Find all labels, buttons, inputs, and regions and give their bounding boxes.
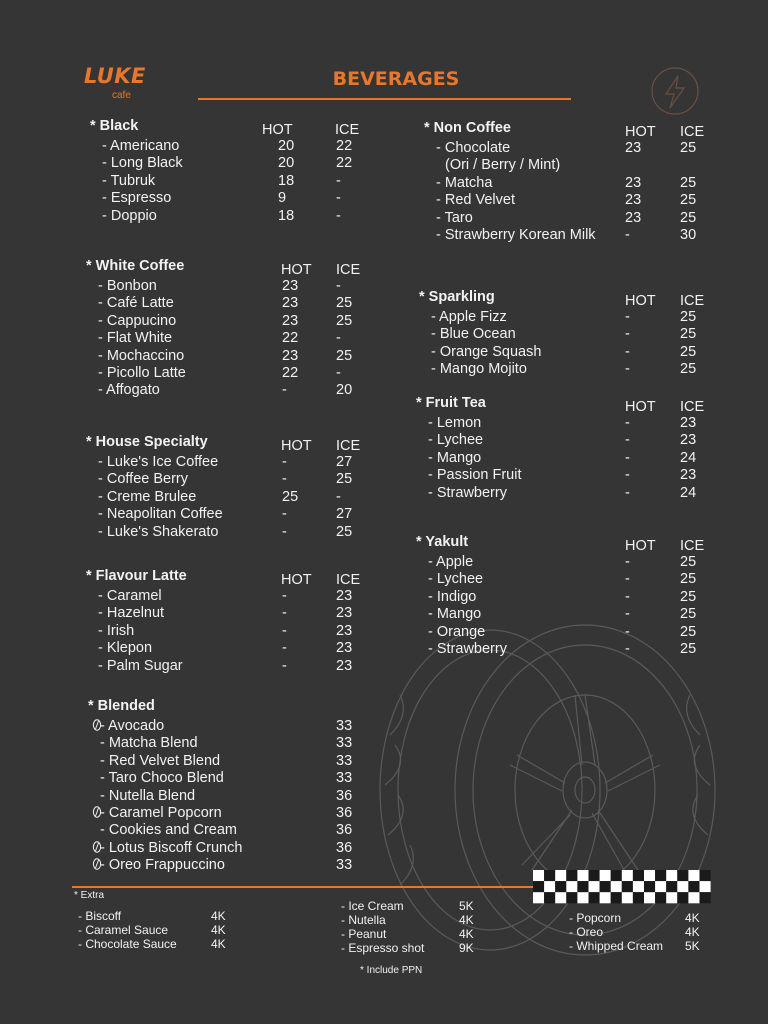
menu-item [88,805,388,822]
item-name: - Bonbon [98,278,157,294]
item-hot-price: - [282,506,287,523]
extra-name: - Ice Cream [341,899,404,913]
section-title: * House Specialty [86,434,208,450]
item-ice-price: 25 [680,174,697,191]
section-title: * Fruit Tea [416,395,486,411]
item-hot-price: - [282,657,287,674]
menu-item [424,192,724,209]
item-hot-price: - [625,343,630,360]
item-name: - Cappucino [98,312,177,329]
section-title: * White Coffee [86,258,185,274]
menu-item [86,524,386,541]
section-non-coffee [424,120,724,244]
menu-item [86,471,386,488]
menu-item [424,140,724,157]
item-hot-price: 9 [278,190,287,207]
item-name: - Mango Mojito [431,361,527,378]
item-name: - Caramel [98,588,162,604]
section-flavour-latte [86,568,386,675]
item-ice-price: 24 [680,484,697,501]
menu-item [416,554,716,571]
item-name: - Orange Squash [431,343,542,360]
item-hot-price: - [282,382,287,399]
menu-item [419,326,719,343]
item-ice-price: - [336,278,341,294]
hot-header: HOT [281,438,312,454]
item-hot-price: - [625,432,630,449]
item-ice-price: 25 [336,312,353,329]
item-hot-price: 20 [278,138,295,154]
section-title: * Black [90,118,139,134]
item-name: - Hazelnut [98,605,165,622]
item-price: 36 [336,839,353,856]
menu-item [416,606,716,623]
item-price: 33 [336,735,353,752]
item-hot-price: 23 [625,174,642,191]
item-name: - Red Velvet Blend [100,752,221,769]
section-yakult [416,534,716,658]
menu-item [86,454,386,471]
item-name: - Long Black [102,155,183,172]
item-ice-price: 30 [680,226,697,243]
item-hot-price: - [625,588,630,605]
item-ice-price: 27 [336,506,353,523]
item-name: - Doppio [102,207,157,224]
menu-item [424,227,724,244]
checkered-flag-pattern [533,870,711,904]
item-hot-price: 22 [282,364,299,381]
section-title: * Sparkling [419,289,495,305]
menu-item [86,658,386,675]
item-name: - Lychee [428,432,484,449]
item-name: - Mango [428,606,482,623]
item-name: - Café Latte [98,295,174,312]
item-name: - Nutella Blend [100,787,196,804]
extra-price: 4K [459,927,474,941]
item-ice-price: 23 [336,657,353,674]
section-white-coffee [86,258,386,400]
ice-header: ICE [680,124,705,140]
menu-item [90,208,390,225]
item-name: - Flat White [98,330,173,347]
item-hot-price: - [282,622,287,639]
item-ice-price: 25 [680,640,697,657]
item-ice-price: 23 [336,605,353,622]
item-name: - Chocolate [436,140,511,156]
menu-item [86,348,386,365]
item-name: - Red Velvet [436,192,515,209]
extras-title: * Extra [74,890,105,901]
item-price: 36 [336,804,353,821]
ice-header: ICE [336,262,361,278]
item-hot-price: - [625,226,630,243]
menu-item [90,155,390,172]
item-hot-price: 18 [278,207,295,224]
title-underline [198,98,571,100]
item-name: - Palm Sugar [98,657,183,674]
item-name: - Coffee Berry [98,471,188,488]
item-hot-price: - [282,588,287,604]
extra-price: 4K [211,937,226,951]
menu-item [419,361,719,378]
item-price: 33 [336,857,353,874]
item-hot-price: - [282,471,287,488]
extra-price: 4K [685,911,700,925]
extra-name: - Nutella [341,913,386,927]
item-hot-price: - [625,449,630,466]
item-ice-price: 25 [680,606,697,623]
item-ice-price: 23 [336,640,353,657]
item-ice-price: 25 [336,523,353,540]
menu-item [424,210,724,227]
extra-price: 4K [211,909,226,923]
menu-item [86,588,386,605]
item-name: - Luke's Ice Coffee [98,454,219,470]
item-name: - Matcha Blend [100,735,198,752]
extra-name: - Oreo [569,925,604,939]
item-hot-price: 20 [278,155,295,172]
item-price: 33 [336,752,353,769]
extra-price: 5K [685,939,700,953]
menu-item [86,313,386,330]
item-name: - Luke's Shakerato [98,523,219,540]
menu-item [416,571,716,588]
item-hot-price: 23 [282,312,299,329]
menu-item [90,173,390,190]
item-name: - Passion Fruit [428,467,522,484]
menu-item [86,489,386,506]
brand-sub: cafe [112,90,131,101]
tax-note: * Include PPN [360,965,423,976]
menu-item [86,506,386,523]
menu-item [88,857,388,874]
menu-item [416,450,716,467]
item-hot-price: - [625,309,630,325]
ice-header: ICE [335,122,360,138]
item-name: - Mochaccino [98,347,185,364]
menu-item [90,190,390,207]
item-name: - Picollo Latte [98,364,186,381]
item-hot-price: 22 [282,330,299,347]
item-name: - Lemon [428,415,482,431]
menu-item [416,467,716,484]
item-ice-price: 25 [680,343,697,360]
item-ice-price: 25 [680,554,697,570]
item-name: - Strawberry [428,640,507,657]
menu-item [86,605,386,622]
menu-item [424,157,724,174]
menu-item [416,432,716,449]
item-hot-price: - [282,523,287,540]
item-name: - Lotus Biscoff Crunch [100,839,243,856]
item-name: - Avocado [100,718,165,734]
item-hot-price: 23 [282,295,299,312]
item-name: - Strawberry Korean Milk [436,226,596,243]
menu-item [86,330,386,347]
hot-header: HOT [262,122,293,138]
item-hot-price: 23 [625,140,642,156]
extra-name: - Popcorn [569,911,622,925]
ice-header: ICE [336,572,361,588]
menu-item [416,589,716,606]
item-hot-price: - [625,554,630,570]
section-blended [88,698,388,875]
item-ice-price: - [336,190,341,207]
item-hot-price: - [625,484,630,501]
hot-header: HOT [625,399,656,415]
hot-header: HOT [625,538,656,554]
item-name: - Blue Ocean [431,326,516,343]
item-name: - Mango [428,449,482,466]
item-price: 33 [336,718,353,734]
hot-header: HOT [625,124,656,140]
extras-divider [72,886,534,888]
menu-item [419,344,719,361]
lightning-badge-icon [650,66,700,116]
item-name: - Creme Brulee [98,488,197,505]
item-ice-price: 24 [680,449,697,466]
item-hot-price: - [625,623,630,640]
item-price: 36 [336,822,353,839]
item-ice-price: 25 [336,471,353,488]
item-ice-price: 25 [680,588,697,605]
extra-name: - Chocolate Sauce [78,937,177,951]
hot-header: HOT [281,262,312,278]
item-name: - Lychee [428,571,484,588]
item-ice-price: - [336,488,341,505]
page-title: BEVERAGES [332,68,460,90]
menu-item [424,175,724,192]
item-name: - Cookies and Cream [100,822,237,839]
menu-item [416,485,716,502]
ice-header: ICE [680,293,705,309]
item-name: - Apple Fizz [431,309,507,325]
item-name: - Matcha [436,174,493,191]
item-name: - Americano [102,138,180,154]
item-name: - Caramel Popcorn [100,804,222,821]
item-name: (Ori / Berry / Mint) [445,157,561,174]
item-hot-price: 25 [282,488,299,505]
extra-name: - Peanut [341,927,387,941]
ice-header: ICE [680,399,705,415]
item-hot-price: - [282,454,287,470]
item-hot-price: - [282,605,287,622]
item-name: - Indigo [428,588,477,605]
extra-name: - Caramel Sauce [78,923,169,937]
item-ice-price: 25 [336,347,353,364]
menu-item [86,382,386,399]
extra-name: - Biscoff [78,909,122,923]
menu-item [88,822,388,839]
item-ice-price: 23 [336,622,353,639]
item-ice-price: 20 [336,382,353,399]
menu-item [416,415,716,432]
item-name: - Espresso [102,190,172,207]
menu-item [86,278,386,295]
menu-item [88,753,388,770]
hot-header: HOT [625,293,656,309]
item-ice-price: 27 [336,454,353,470]
wheel-illustration [370,615,730,965]
ice-header: ICE [680,538,705,554]
menu-item [416,641,716,658]
section-fruit-tea [416,395,716,502]
extra-price: 9K [459,941,474,955]
hot-header: HOT [281,572,312,588]
section-title: * Flavour Latte [86,568,187,584]
menu-item [86,623,386,640]
item-hot-price: 23 [282,347,299,364]
item-hot-price: - [625,606,630,623]
item-price: 36 [336,787,353,804]
item-ice-price: 23 [336,588,353,604]
menu-item [88,788,388,805]
item-ice-price: 25 [680,326,697,343]
item-hot-price: 23 [625,192,642,209]
item-ice-price: 25 [680,309,697,325]
brand-name: LUKE [84,64,146,88]
item-name: - Taro [436,209,473,226]
menu-item [86,640,386,657]
item-hot-price: - [625,415,630,431]
item-hot-price: - [282,640,287,657]
item-ice-price: 25 [680,192,697,209]
menu-item [416,624,716,641]
menu-item [86,295,386,312]
item-name: - Apple [428,554,474,570]
item-name: - Oreo Frappuccino [100,857,225,874]
section-house-specialty [86,434,386,541]
item-price: 33 [336,770,353,787]
item-ice-price: - [336,207,341,224]
item-ice-price: 25 [680,140,697,156]
item-hot-price: 23 [625,209,642,226]
extra-name: - Whipped Cream [569,939,664,953]
item-ice-price: 22 [336,155,353,172]
menu-item [88,735,388,752]
item-ice-price: 23 [680,467,697,484]
extra-price: 5K [459,899,474,913]
menu-item [86,365,386,382]
item-ice-price: 25 [680,571,697,588]
item-ice-price: 23 [680,415,697,431]
item-name: - Tubruk [102,172,156,189]
item-hot-price: - [625,571,630,588]
menu-item [419,309,719,326]
item-ice-price: 22 [336,138,353,154]
extra-price: 4K [459,913,474,927]
item-hot-price: - [625,640,630,657]
item-name: - Orange [428,623,486,640]
extra-price: 4K [685,925,700,939]
menu-item [88,770,388,787]
item-name: - Strawberry [428,484,507,501]
menu-item [90,138,390,155]
item-name: - Neapolitan Coffee [98,506,223,523]
item-ice-price: - [336,172,341,189]
section-title: * Yakult [416,534,469,550]
section-title: * Non Coffee [424,120,511,136]
item-ice-price: - [336,364,341,381]
item-ice-price: 25 [680,623,697,640]
ice-header: ICE [336,438,361,454]
section-title: * Blended [88,698,155,714]
section-sparkling [419,289,719,379]
item-ice-price: - [336,330,341,347]
extra-name: - Espresso shot [341,941,425,955]
item-hot-price: 18 [278,172,295,189]
item-hot-price: - [625,361,630,378]
item-name: - Klepon [98,640,153,657]
item-ice-price: 25 [680,361,697,378]
item-hot-price: - [625,467,630,484]
item-ice-price: 25 [680,209,697,226]
menu-item [88,840,388,857]
item-name: - Affogato [98,382,160,399]
item-name: - Taro Choco Blend [100,770,224,787]
item-hot-price: - [625,326,630,343]
item-ice-price: 25 [336,295,353,312]
item-ice-price: 23 [680,432,697,449]
extra-price: 4K [211,923,226,937]
section-black [90,118,390,225]
brand-logo [84,64,164,104]
item-name: - Irish [98,622,135,639]
item-hot-price: 23 [282,278,299,294]
menu-item [88,718,388,735]
